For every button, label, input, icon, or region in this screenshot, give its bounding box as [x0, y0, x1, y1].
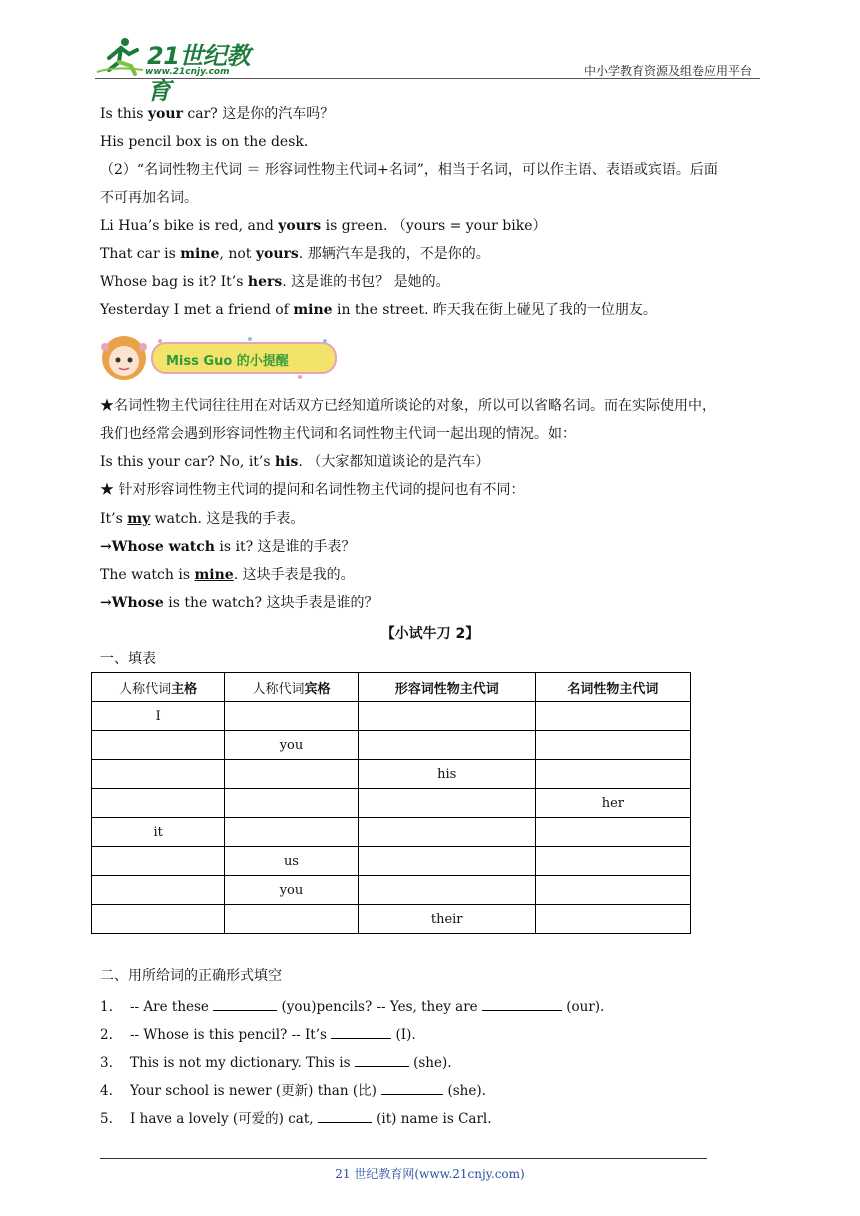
table-cell[interactable]: [92, 731, 225, 760]
table-cell[interactable]: [358, 818, 535, 847]
table-row: [92, 789, 691, 818]
table-cell[interactable]: his: [358, 760, 535, 789]
table-row: [92, 905, 691, 934]
table-cell[interactable]: [535, 876, 690, 905]
answer-blank[interactable]: [355, 1052, 409, 1067]
part1-title: 一、填表: [100, 651, 156, 667]
footer-divider: [100, 1158, 707, 1159]
answer-blank[interactable]: [331, 1024, 391, 1039]
text-line: Is this your car? No, it’s his. （大家都知道谈论的是汽车）: [100, 454, 490, 470]
table-cell[interactable]: it: [92, 818, 225, 847]
table-row: [92, 731, 691, 760]
table-row: [92, 818, 691, 847]
logo-text: 21世纪教育: [147, 42, 250, 105]
text-line: →Whose watch is it? 这是谁的手表？: [100, 539, 356, 555]
text-line: Yesterday I met a friend of mine in the street. 昨天我在街上碰见了我的一位朋友。: [100, 302, 657, 318]
table-cell[interactable]: [92, 905, 225, 934]
table-cell[interactable]: [225, 789, 358, 818]
text-line: →Whose is the watch? 这块手表是谁的？: [100, 595, 379, 611]
table-cell[interactable]: you: [225, 731, 358, 760]
table-cell[interactable]: [358, 731, 535, 760]
tip-label: Miss Guo 的小提醒: [166, 354, 289, 369]
exercise-item: 5. I have a lovely (可爱的) cat, (it) name is Carl.: [100, 1108, 492, 1128]
text-line: 不可再加名词。: [100, 190, 198, 206]
answer-blank[interactable]: [213, 996, 277, 1011]
table-cell[interactable]: [535, 731, 690, 760]
table-cell[interactable]: us: [225, 847, 358, 876]
table-header-cell: 人称代词宾格: [225, 673, 358, 702]
text-line: Is this your car? 这是你的汽车吗？: [100, 106, 335, 122]
page-header: [95, 30, 760, 105]
text-line: It’s my watch. 这是我的手表。: [100, 511, 305, 527]
header-divider: [95, 78, 760, 79]
logo-url: www.21cnjy.com: [145, 67, 230, 77]
table-cell[interactable]: [535, 760, 690, 789]
table-cell[interactable]: [92, 789, 225, 818]
section-title: 【小试牛刀 2】: [380, 626, 480, 642]
text-line: His pencil box is on the desk.: [100, 134, 309, 150]
table-cell[interactable]: [92, 847, 225, 876]
table-cell[interactable]: her: [535, 789, 690, 818]
table-cell[interactable]: [225, 905, 358, 934]
footer-text: 21 世纪教育网(www.21cnjy.com): [335, 1167, 525, 1181]
table-row: [92, 702, 691, 731]
text-line: That car is mine, not yours. 那辆汽车是我的，不是你的。: [100, 246, 490, 262]
answer-blank[interactable]: [482, 996, 562, 1011]
header-tagline: 中小学教育资源及组卷应用平台: [583, 64, 752, 78]
table-cell[interactable]: [535, 818, 690, 847]
table-header-cell: 形容词性物主代词: [358, 673, 535, 702]
exercise-item: 4. Your school is newer (更新) than (比) (she).: [100, 1080, 486, 1100]
text-line: ★ 针对形容词性物主代词的提问和名词性物主代词的提问也有不同：: [100, 482, 525, 498]
pronoun-table: [91, 672, 691, 934]
table-cell[interactable]: their: [358, 905, 535, 934]
table-cell[interactable]: [358, 847, 535, 876]
exercise-item: 3. This is not my dictionary. This is (she).: [100, 1052, 452, 1072]
table-cell[interactable]: [225, 702, 358, 731]
table-cell[interactable]: [358, 702, 535, 731]
table-cell[interactable]: [535, 702, 690, 731]
table-header-cell: 人称代词主格: [92, 673, 225, 702]
text-line: The watch is mine. 这块手表是我的。: [100, 567, 355, 583]
table-cell[interactable]: you: [225, 876, 358, 905]
part2-title: 二、用所给词的正确形式填空: [100, 968, 282, 984]
table-cell[interactable]: [225, 760, 358, 789]
table-cell[interactable]: [225, 818, 358, 847]
exercise-item: 1. -- Are these (you)pencils? -- Yes, they are (our).: [100, 996, 604, 1016]
table-cell[interactable]: [92, 760, 225, 789]
table-cell[interactable]: [535, 905, 690, 934]
table-cell[interactable]: [92, 876, 225, 905]
table-header-cell: 名词性物主代词: [535, 673, 690, 702]
table-row: [92, 760, 691, 789]
table-cell[interactable]: I: [92, 702, 225, 731]
table-cell[interactable]: [535, 847, 690, 876]
table-cell[interactable]: [358, 789, 535, 818]
text-line: 我们也经常会遇到形容词性物主代词和名词性物主代词一起出现的情况。如：: [100, 426, 576, 442]
table-row: [92, 847, 691, 876]
answer-blank[interactable]: [318, 1108, 372, 1123]
text-line: Whose bag is it? It’s hers. 这是谁的书包？ 是她的。: [100, 274, 450, 290]
site-logo: [95, 36, 265, 105]
runner-logo-icon: [95, 36, 145, 76]
table-row: [92, 876, 691, 905]
tip-banner: [100, 333, 340, 383]
answer-blank[interactable]: [381, 1080, 443, 1095]
table-cell[interactable]: [358, 876, 535, 905]
text-line: Li Hua’s bike is red, and yours is green. （yours = your bike）: [100, 218, 547, 234]
text-line: （2）“名词性物主代词 ＝ 形容词性物主代词+名词”，相当于名词，可以作主语、表语或宾语。后面: [100, 162, 718, 178]
text-line: ★名词性物主代词往往用在对话双方已经知道所谈论的对象，所以可以省略名词。而在实际使用中，: [100, 398, 716, 414]
exercise-item: 2. -- Whose is this pencil? -- It’s (I).: [100, 1024, 416, 1044]
